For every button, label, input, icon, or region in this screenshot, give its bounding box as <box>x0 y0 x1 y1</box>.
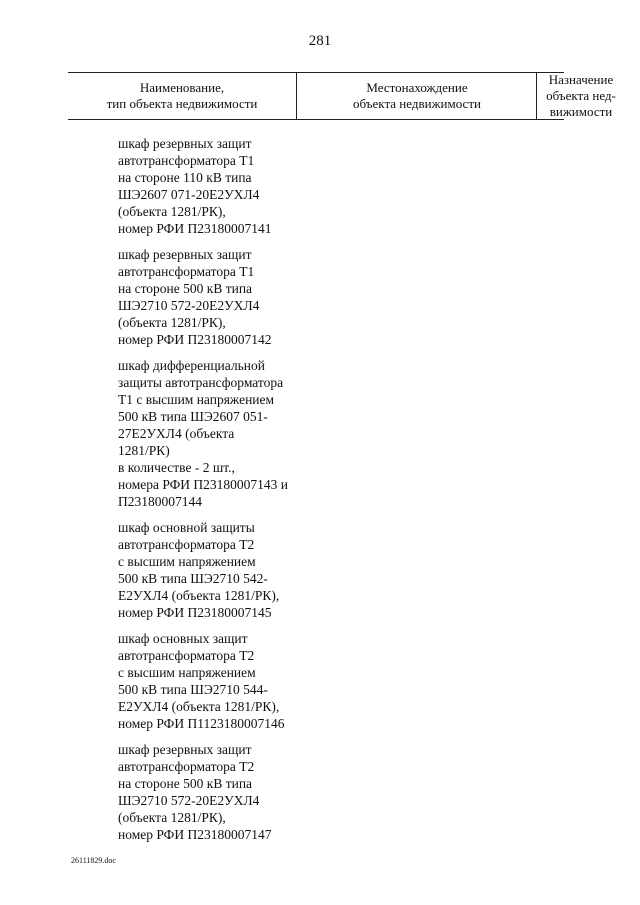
list-item: шкаф основных защит автотрансформатора Т2 с высшим напряжением 500 кВ типа ШЭ2710 544- Е2УХЛ4 (объекта 1281/РК), номер РФИ П1123180007146 <box>118 631 285 731</box>
header-name-type-label: Наименование, тип объекта недвижимости <box>106 80 258 111</box>
list-item: шкаф дифференциальной защиты автотрансформатора Т1 с высшим напряжением 500 кВ типа ШЭ2607 051- 27Е2УХЛ4 (объекта 1281/РК) в количестве - 2 шт., номера РФИ П23180007143 и П23180007144 <box>118 358 289 509</box>
list-item: шкаф резервных защит автотрансформатора Т1 на стороне 500 кВ типа ШЭ2710 572-20Е2УХЛ4 (объекта 1281/РК), номер РФИ П23180007142 <box>118 247 272 347</box>
footer-filename: 26111829.doc <box>71 856 116 865</box>
list-item: шкаф основной защиты автотрансформатора Т2 с высшим напряжением 500 кВ типа ШЭ2710 542- Е2УХЛ4 (объекта 1281/РК), номер РФИ П23180007145 <box>118 520 280 620</box>
header-location <box>296 73 537 119</box>
list-item: шкаф резервных защит автотрансформатора Т2 на стороне 500 кВ типа ШЭ2710 572-20Е2УХЛ4 (объекта 1281/РК), номер РФИ П23180007147 <box>118 742 272 842</box>
header-location-label: Местонахождение объекта недвижимости <box>353 80 481 111</box>
list-item: шкаф резервных защит автотрансформатора Т1 на стороне 110 кВ типа ШЭ2607 071-20Е2УХЛ4 (объекта 1281/РК), номер РФИ П23180007141 <box>118 136 272 236</box>
table-header <box>68 72 616 120</box>
header-purpose-label: Назначение объекта нед- вижимости <box>546 72 616 119</box>
header-name-type <box>68 73 296 119</box>
object-list <box>118 135 318 852</box>
header-purpose <box>536 73 625 119</box>
page-number: 281 <box>308 33 332 49</box>
